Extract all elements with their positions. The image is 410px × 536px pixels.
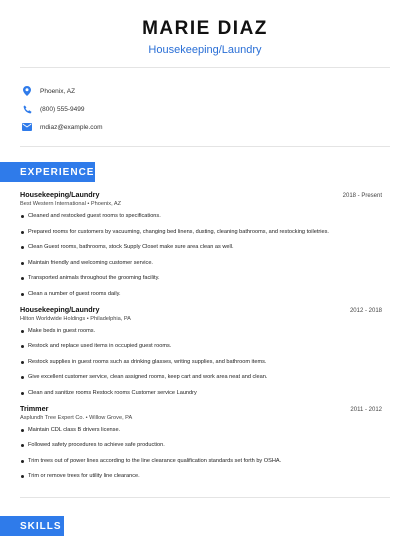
email-icon [22,122,32,132]
job-entry [20,305,382,405]
list-item: Clean a number of guest rooms daily. [20,291,382,307]
job-title: Trimmer [20,404,49,413]
list-item: Transported animals throughout the grooming facility. [20,275,382,291]
list-item: Trim trees out of power lines according to the line clearance qualification standards set forth by OSHA. [20,458,382,473]
phone-text: (800) 555-9499 [40,105,85,113]
list-item: Followed safety procedures to achieve safe production. [20,442,382,457]
list-item: Clean Guest rooms, bathrooms, stock Supply Closet make sure area clean as well. [20,244,382,260]
job-bullets [20,328,382,405]
list-item: Restock supplies in guest rooms such as drinking glasses, writing supplies, and bathroom items. [20,359,382,374]
phone-icon [22,104,32,114]
job-entry [20,404,382,489]
list-item: Cleaned and restocked guest rooms to specifications. [20,213,382,229]
experience-divider [20,497,390,498]
candidate-name: MARIE DIAZ [142,18,268,39]
job-dates: 2011 - 2012 [350,407,382,413]
contact-phone [22,100,103,118]
job-company: Best Western International • Phoenix, AZ [20,201,122,207]
job-bullets [20,213,382,306]
list-item: Prepared rooms for customers by vacuuming, changing bed linens, dusting, cleaning bathrooms, and restocking toiletries. [20,229,382,245]
header-divider [20,67,390,68]
contact-list [22,82,103,136]
contact-email [22,118,103,136]
location-text: Phoenix, AZ [40,87,76,95]
experience-section-header: EXPERIENCE [0,162,95,182]
skills-section-header: SKILLS [0,516,64,536]
list-item: Maintain friendly and welcoming customer service. [20,260,382,276]
email-text: mdiaz@example.com [40,123,103,131]
contact-location [22,82,103,100]
candidate-title: Housekeeping/Laundry [148,44,262,56]
job-company: Asplundh Tree Expert Co. • Willow Grove, PA [20,415,133,421]
job-entry [20,190,382,306]
list-item: Make beds in guest rooms. [20,328,382,343]
job-company: Hilton Worldwide Holdings • Philadelphia, PA [20,316,131,322]
location-pin-icon [22,86,32,96]
contact-divider [20,146,390,147]
job-dates: 2012 - 2018 [349,308,382,314]
job-dates: 2018 - Present [342,193,382,199]
list-item: Trim or remove trees for utility line clearance. [20,473,382,488]
list-item: Maintain CDL class B drivers license. [20,427,382,442]
list-item: Restock and replace used items in occupied guest rooms. [20,343,382,358]
job-title: Housekeeping/Laundry [20,190,100,199]
list-item: Give excellent customer service, clean assigned rooms, keep cart and work area neat and clean. [20,374,382,389]
list-item: Clean and sanitize rooms Restock rooms Customer service Laundry [20,390,382,405]
resume-header [0,0,410,57]
job-bullets [20,427,382,489]
job-title: Housekeeping/Laundry [20,305,100,314]
